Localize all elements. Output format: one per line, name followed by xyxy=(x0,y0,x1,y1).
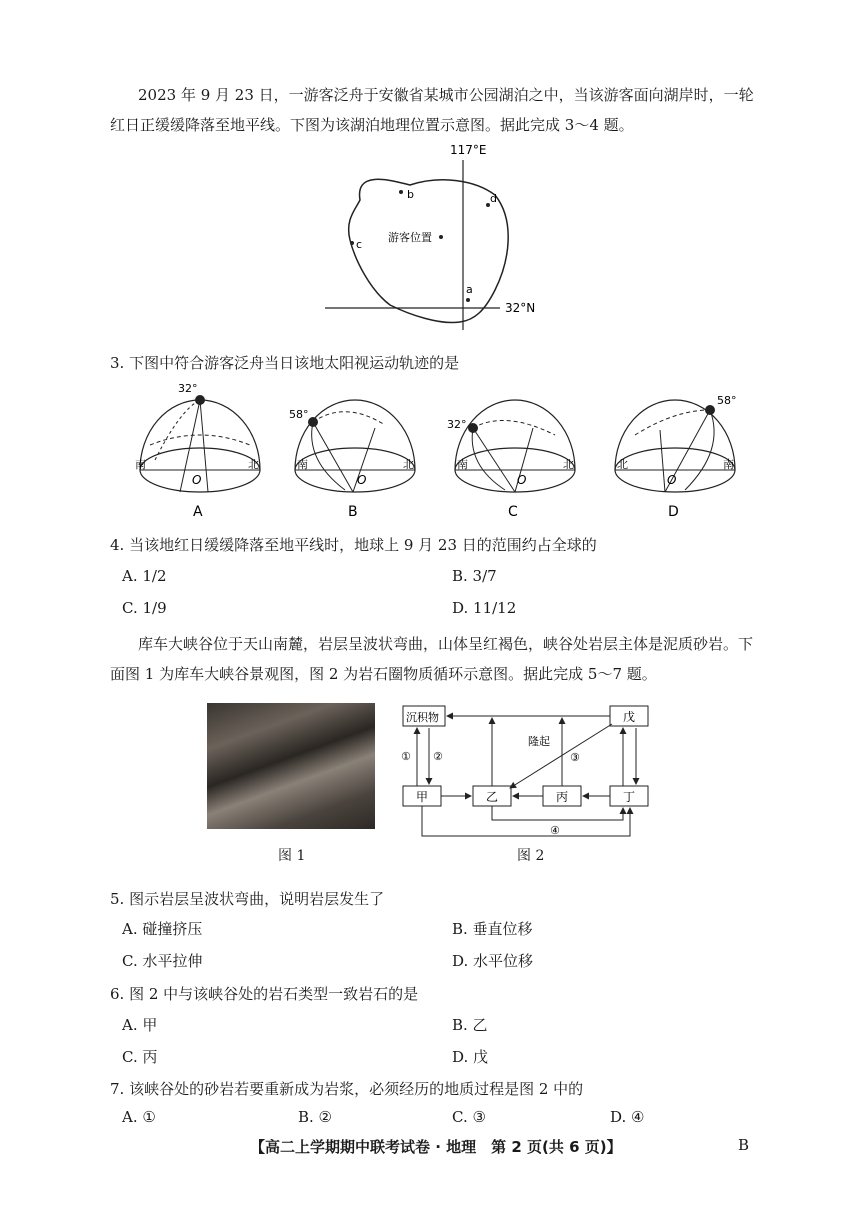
arrow-4 xyxy=(422,806,630,836)
q5-option-a: A. 碰撞挤压 xyxy=(122,920,203,938)
right-direction: 北 xyxy=(403,458,414,471)
box-yi-label: 乙 xyxy=(486,790,499,804)
box-jia-label: 甲 xyxy=(416,790,429,804)
right-direction: 北 xyxy=(248,458,259,471)
arrow-3 xyxy=(510,724,612,788)
arrow-yi-ding xyxy=(492,806,623,820)
sun-path-arc xyxy=(312,422,345,490)
rock-cycle-diagram xyxy=(398,700,658,840)
point-b-dot xyxy=(399,190,403,194)
sun-path-arc xyxy=(472,428,505,490)
dome-outline xyxy=(455,400,575,470)
arrow-4-label: ④ xyxy=(550,824,560,837)
sun-path-diagram-d xyxy=(605,380,745,520)
box-wu-label: 戊 xyxy=(623,710,636,724)
arrow-2-label: ② xyxy=(433,750,443,763)
q6-option-d: D. 戊 xyxy=(452,1048,489,1066)
question-3-stem: 3. 下图中符合游客泛舟当日该地太阳视运动轨迹的是 xyxy=(110,354,460,372)
q4-option-a: A. 1/2 xyxy=(122,567,167,585)
sun-path-dashed xyxy=(313,412,385,425)
arrow-1-label: ① xyxy=(401,750,411,763)
lake-outline xyxy=(349,179,509,322)
q6-option-c: C. 丙 xyxy=(122,1048,158,1066)
q5-option-c: C. 水平拉伸 xyxy=(122,952,203,970)
sun-path-dashed xyxy=(473,420,555,435)
point-a-dot xyxy=(466,298,470,302)
option-letter: D xyxy=(668,504,679,520)
meridian-label: 117°E xyxy=(450,143,487,157)
angle-label: 32° xyxy=(447,418,467,431)
angle-label: 32° xyxy=(178,382,198,395)
point-d-label: d xyxy=(490,192,497,205)
q7-option-b: B. ② xyxy=(298,1108,333,1126)
center-label: O xyxy=(192,473,202,487)
q5-option-b: B. 垂直位移 xyxy=(452,920,533,938)
box-bing-label: 丙 xyxy=(556,790,569,804)
right-direction: 北 xyxy=(563,458,574,471)
center-label: O xyxy=(667,473,677,487)
sun-icon xyxy=(705,405,715,415)
question-4-stem: 4. 当该地红日缓缓降落至地平线时，地球上 9 月 23 日的范围约占全球的 xyxy=(110,536,597,554)
sun-path-diagram-b xyxy=(285,380,425,520)
q4-option-b: B. 3/7 xyxy=(452,567,497,585)
right-direction: 南 xyxy=(723,458,734,471)
canyon-photo xyxy=(207,703,375,829)
point-c-dot xyxy=(350,241,354,245)
angle-label: 58° xyxy=(289,408,309,421)
q5-option-d: D. 水平位移 xyxy=(452,952,534,970)
box-sediment-label: 沉积物 xyxy=(406,711,439,724)
sun-ray xyxy=(313,422,353,492)
q7-option-c: C. ③ xyxy=(452,1108,486,1126)
q6-option-b: B. 乙 xyxy=(452,1016,488,1034)
sun-ray xyxy=(473,428,515,492)
sun-icon xyxy=(468,423,478,433)
paper-version: B xyxy=(738,1136,750,1154)
left-direction: 南 xyxy=(135,458,146,471)
dome-outline xyxy=(615,400,735,470)
q7-option-a: A. ① xyxy=(122,1108,156,1126)
sun-path-diagram-a xyxy=(130,380,270,520)
center-label: O xyxy=(357,473,367,487)
box-ding-label: 丁 xyxy=(623,790,636,804)
option-letter: C xyxy=(508,504,518,520)
tourist-label: 游客位置 xyxy=(388,231,432,244)
q4-option-d: D. 11/12 xyxy=(452,599,517,617)
intro-paragraph-2: 库车大峡谷位于天山南麓，岩层呈波状弯曲，山体呈红褐色，峡谷处岩层主体是泥质砂岩。下面图 1 为库车大峡谷景观图，图 2 为岩石圈物质循环示意图。据此完成 5～7 题。 xyxy=(110,635,754,683)
figure-2-caption: 图 2 xyxy=(517,848,545,864)
uplift-label: 隆起 xyxy=(528,735,550,748)
dome-outline xyxy=(295,400,415,470)
q4-option-c: C. 1/9 xyxy=(122,599,167,617)
point-c-label: c xyxy=(356,238,363,251)
question-5-stem: 5. 图示岩层呈波状弯曲，说明岩层发生了 xyxy=(110,890,385,908)
sun-ray-2 xyxy=(660,430,665,492)
lake-location-map xyxy=(300,140,560,330)
figure-1-caption: 图 1 xyxy=(278,848,306,864)
tourist-dot xyxy=(439,235,443,239)
sun-path-dashed xyxy=(150,435,250,445)
parallel-label: 32°N xyxy=(505,301,536,315)
sun-icon xyxy=(308,417,318,427)
page-footer: 【高二上学期期中联考试卷 · 地理 第 2 页(共 6 页)】 xyxy=(250,1138,622,1156)
option-letter: A xyxy=(193,504,203,520)
left-direction: 南 xyxy=(457,458,468,471)
intro-paragraph-1: 2023 年 9 月 23 日，一游客泛舟于安徽省某城市公园湖泊之中，当该游客面向湖岸时，一轮红日正缓缓降落至地平线。下图为该湖泊地理位置示意图。据此完成 3～4 题。 xyxy=(110,86,754,134)
angle-label: 58° xyxy=(717,394,737,407)
sun-path-diagram-c xyxy=(445,380,585,520)
option-letter: B xyxy=(348,504,358,520)
center-label: O xyxy=(517,473,527,487)
point-b-label: b xyxy=(407,188,414,201)
q7-option-d: D. ④ xyxy=(610,1108,645,1126)
point-a-label: a xyxy=(466,283,473,296)
question-6-stem: 6. 图 2 中与该峡谷处的岩石类型一致岩石的是 xyxy=(110,985,419,1003)
question-7-stem: 7. 该峡谷处的砂岩若要重新成为岩浆，必须经历的地质过程是图 2 中的 xyxy=(110,1080,584,1098)
left-direction: 北 xyxy=(617,458,628,471)
arrow-3-label: ③ xyxy=(570,751,580,764)
left-direction: 南 xyxy=(297,458,308,471)
q6-option-a: A. 甲 xyxy=(122,1016,158,1034)
sun-icon xyxy=(195,395,205,405)
